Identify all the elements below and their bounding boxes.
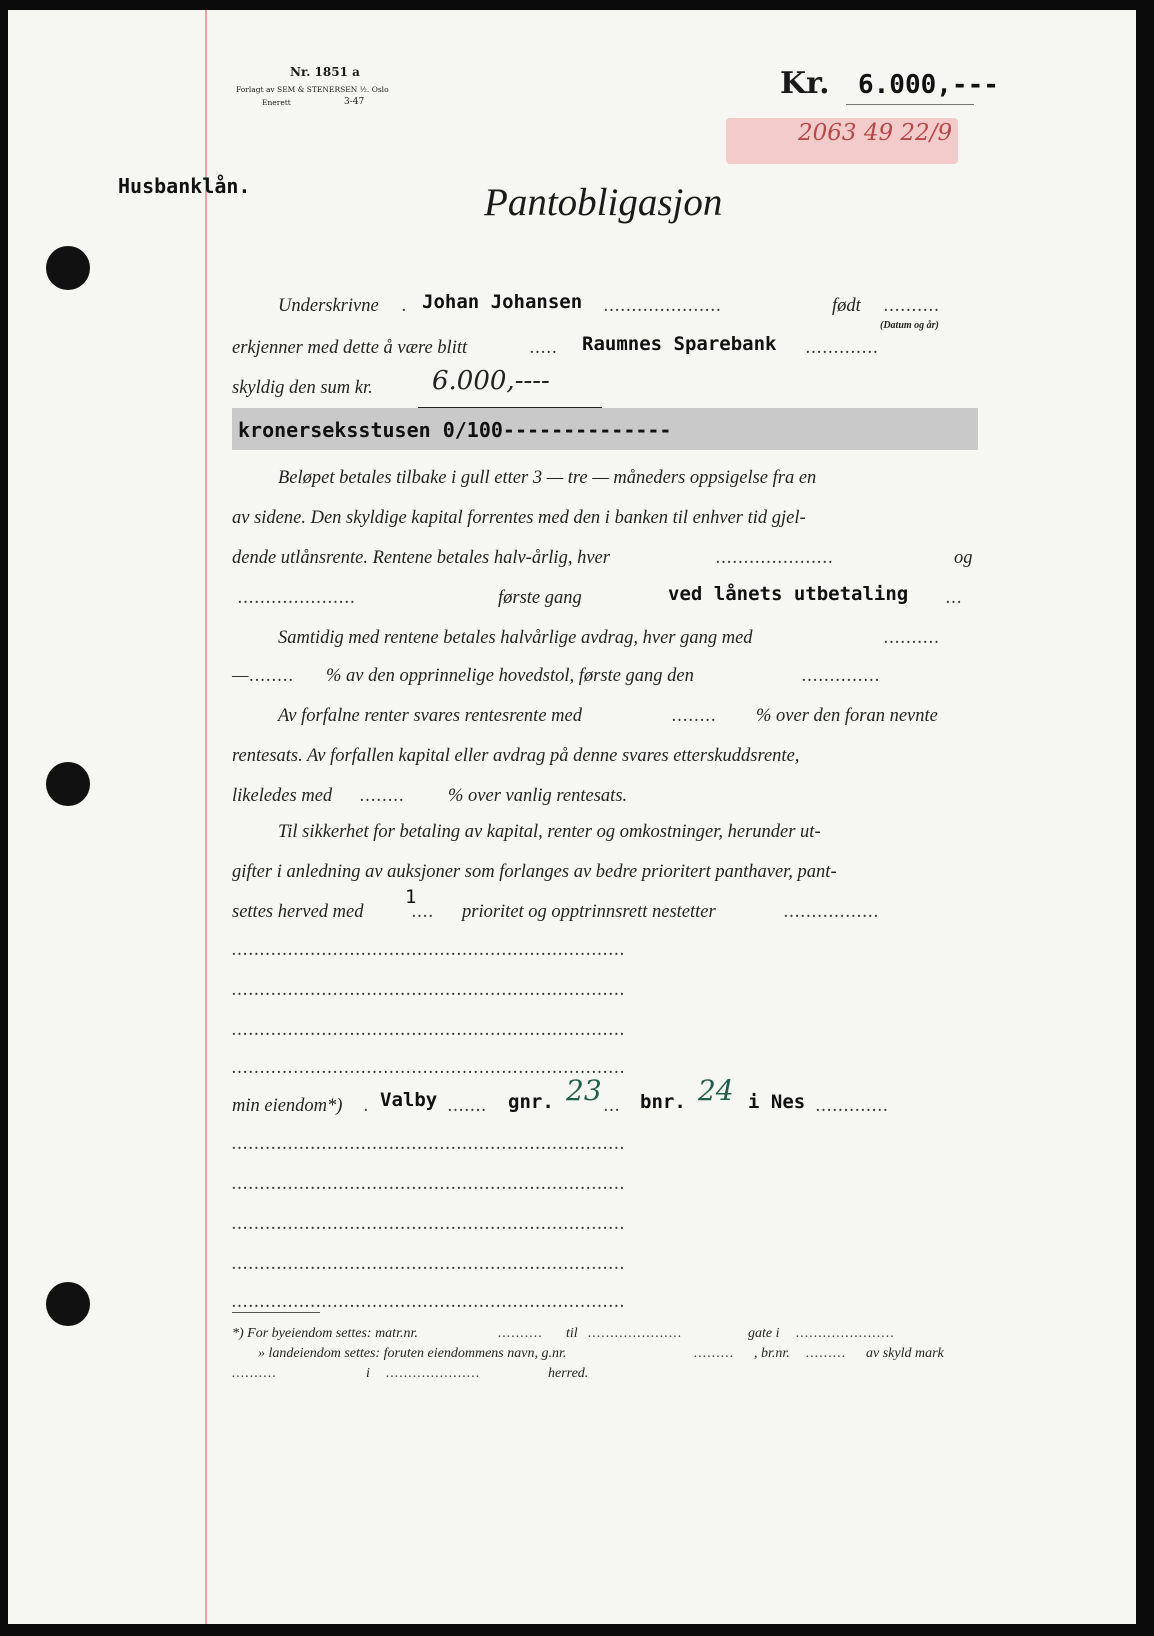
- body-line: av sidene. Den skyldige kapital forrentes med den i banken til enhver tid gjel-: [232, 508, 806, 528]
- dot-leader: ..........: [232, 1366, 277, 1381]
- blank-dotted-line: ......................................................................: [232, 980, 626, 1000]
- punch-hole: [46, 762, 90, 806]
- dot-leader: .: [364, 1096, 370, 1116]
- footnote-line: herred.: [548, 1366, 589, 1381]
- dot-leader: .......: [448, 1096, 488, 1116]
- priority-value: 1: [405, 886, 417, 908]
- dot-leader: ..............: [802, 666, 881, 686]
- underskrivne-label: Underskrivne: [278, 296, 379, 316]
- footnote-line: av skyld mark: [866, 1346, 944, 1361]
- footnote-rule: [232, 1312, 320, 1313]
- dot-leader: .............: [806, 338, 880, 358]
- first-payment-value: ved lånets utbetaling: [668, 583, 909, 605]
- body-line: gifter i anledning av auksjoner som forlanges av bedre prioritert panthaver, pant-: [232, 862, 837, 882]
- blank-dotted-line: ......................................................................: [232, 1254, 626, 1274]
- dot-leader: ........: [672, 706, 717, 726]
- body-line: % over vanlig rentesats.: [448, 786, 628, 806]
- erkjenner-label: erkjenner med dette å være blitt: [232, 338, 468, 358]
- body-line: Beløpet betales tilbake i gull etter 3 — tre — måneders oppsigelse fra en: [278, 468, 817, 488]
- property-location: i Nes: [748, 1091, 806, 1113]
- header-amount: 6.000,---: [858, 70, 999, 100]
- margin-line: [205, 10, 207, 1624]
- dot-leader: ..........: [884, 296, 941, 316]
- blank-dotted-line: ......................................................................: [232, 1292, 626, 1312]
- body-line: første gang: [498, 588, 582, 608]
- dot-leader: .................: [784, 902, 880, 922]
- dot-leader: .........: [694, 1346, 735, 1361]
- body-line: % av den opprinnelige hovedstol, første gang den: [326, 666, 694, 686]
- blank-dotted-line: ......................................................................: [232, 1174, 626, 1194]
- punch-hole: [46, 246, 90, 290]
- publisher-date-code: 3-47: [344, 97, 365, 107]
- left-label: Husbanklån.: [118, 174, 251, 198]
- underskrivne-value: Johan Johansen: [422, 291, 583, 313]
- dot-leader: ..........: [884, 628, 941, 648]
- dot-leader: ..........: [498, 1326, 543, 1341]
- blank-dotted-line: ......................................................................: [232, 1020, 626, 1040]
- publisher-enerett: Enerett: [262, 98, 291, 107]
- footnote-line: til: [566, 1326, 578, 1341]
- footnote-line: *) For byeiendom settes: matr.nr.: [232, 1326, 418, 1341]
- dot-leader: .: [402, 296, 408, 316]
- skyldig-label: skyldig den sum kr.: [232, 378, 373, 398]
- property-label: min eiendom*): [232, 1096, 343, 1116]
- body-line: Samtidig med rentene betales halvårlige avdrag, hver gang med: [278, 628, 753, 648]
- dot-leader: ....: [412, 902, 435, 922]
- dot-leader: ...: [946, 588, 963, 608]
- dot-leader: .....................: [716, 548, 835, 568]
- dot-leader: ........: [360, 786, 405, 806]
- blank-dotted-line: ......................................................................: [232, 1134, 626, 1154]
- dot-leader: .........: [806, 1346, 847, 1361]
- creditor-value: Raumnes Sparebank: [582, 333, 777, 355]
- body-line: Til sikkerhet for betaling av kapital, renter og omkostninger, herunder ut-: [278, 822, 821, 842]
- gnr-value: 23: [566, 1074, 602, 1107]
- datum-note: (Datum og år): [880, 320, 939, 331]
- body-line: prioritet og opptrinnsrett nestetter: [462, 902, 716, 922]
- body-line: rentesats. Av forfallen kapital eller avdrag på denne svares etterskuddsrente,: [232, 746, 800, 766]
- dot-leader: ...: [604, 1096, 621, 1116]
- footnote-line: gate i: [748, 1326, 780, 1341]
- blank-dotted-line: ......................................................................: [232, 1214, 626, 1234]
- footnote-line: , br.nr.: [754, 1346, 790, 1361]
- dot-leader: .....................: [588, 1326, 683, 1341]
- body-line: dende utlånsrente. Rentene betales halv-årlig, hver: [232, 548, 610, 568]
- document-page: [8, 10, 1136, 1624]
- fodt-label: født: [832, 296, 861, 316]
- blank-dotted-line: ......................................................................: [232, 940, 626, 960]
- footnote-line: i: [366, 1366, 370, 1381]
- dot-leader: ......................: [796, 1326, 895, 1341]
- body-line: settes herved med: [232, 902, 364, 922]
- property-farm-name: Valby: [380, 1089, 438, 1111]
- dot-leader: —........: [232, 666, 295, 686]
- amount-words: kronerseksstusen 0/100--------------: [238, 418, 672, 442]
- blank-dotted-line: ......................................................................: [232, 1058, 626, 1078]
- form-number: Nr. 1851 a: [290, 65, 360, 79]
- body-line: likeledes med: [232, 786, 333, 806]
- bnr-value: 24: [698, 1074, 734, 1107]
- stamp-text: 2063 49 22/9: [798, 120, 953, 146]
- sum-value: 6.000,----: [432, 366, 550, 396]
- body-line: % over den foran nevnte: [756, 706, 938, 726]
- amount-underline: [846, 104, 974, 105]
- gnr-label: gnr.: [508, 1091, 554, 1113]
- body-line: Av forfalne renter svares rentesrente med: [278, 706, 582, 726]
- dot-leader: .....................: [386, 1366, 481, 1381]
- body-line-end: og: [954, 548, 973, 568]
- currency-label: Kr.: [780, 66, 830, 101]
- dot-leader: .....................: [238, 588, 357, 608]
- page-title: Pantobligasjon: [484, 181, 723, 224]
- publisher-line: Forlagt av SEM & STENERSEN ½. Oslo: [236, 85, 389, 94]
- punch-hole: [46, 1282, 90, 1326]
- bnr-label: bnr.: [640, 1091, 686, 1113]
- footnote-line: » landeiendom settes: foruten eiendommens navn, g.nr.: [258, 1346, 567, 1361]
- dot-leader: .....................: [604, 296, 723, 316]
- dot-leader: .............: [816, 1096, 890, 1116]
- dot-leader: .....: [530, 338, 559, 358]
